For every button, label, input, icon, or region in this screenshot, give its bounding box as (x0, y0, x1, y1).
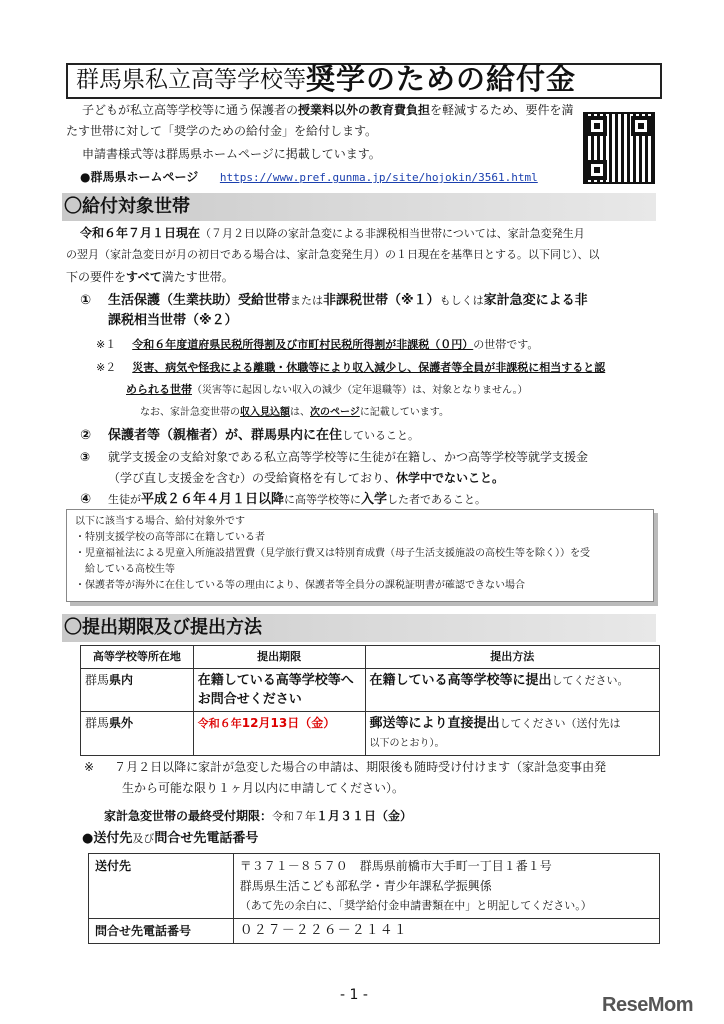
table-header-row (81, 646, 660, 669)
title-box (66, 63, 662, 99)
location-cell: 群馬県内 (81, 669, 194, 712)
deadline-cell: 令和６年12月13日（金） (193, 712, 365, 756)
homepage-link[interactable]: https://www.pref.gunma.jp/site/hojokin/3561.html (219, 171, 538, 184)
method-cell: 郵送等により直接提出してください（送付先は 以下のとおり）。 (365, 712, 659, 756)
requirement-3-cont: （学び直し支援金を含む）の受給資格を有しており、休学中でないこと。 (108, 471, 505, 485)
intro-line-2: たす世帯に対して「奨学のための給付金」を給付します。 (66, 124, 378, 138)
qr-code-icon (583, 112, 655, 184)
address-line: 群馬県生活こども部私学・青少年課私学振興係 (239, 879, 492, 893)
table-row (89, 854, 660, 919)
note-1: ※１ 令和６年度道府県民税所得割及び市町村民税所得割が非課税（０円）の世帯です。 (96, 338, 539, 351)
page-number: - 1 - (340, 987, 368, 1003)
exclusion-box (66, 509, 654, 602)
requirement-4: ④ 生徒が平成２６年４月１日以降に高等学校等に入学した者であること。 (80, 492, 487, 507)
requirements-intro: 下の要件をすべて満たす世帯。 (66, 270, 234, 284)
section-heading-submission: 〇提出期限及び提出方法 (62, 614, 656, 642)
table-row (81, 712, 660, 756)
table-header: 提出期限 (193, 646, 365, 669)
submission-table (80, 645, 660, 756)
title-prefix: 群馬県私立高等学校等 (76, 67, 306, 93)
table-header: 提出方法 (365, 646, 659, 669)
late-application-note: ※ ７月２日以降に家計が急変した場合の申請は、期限後も随時受け付けます（家計急変事由発 (84, 760, 607, 774)
final-deadline: 家計急変世帯の最終受付期限：令和７年１月３１日（金） (104, 809, 413, 823)
exclusion-line: 以下に該当する場合、給付対象外です (75, 516, 245, 527)
contact-heading: ●送付先及び問合せ先電話番号 (82, 831, 259, 846)
table-row (81, 669, 660, 712)
phone-number: ０２７－２２６－２１４１ (233, 919, 659, 944)
exclusion-line: ・児童福祉法による児童入所施設措置費（見学旅行費又は特別育成費（母子生活支援施設の高校生等を除く））を受 (75, 548, 590, 559)
homepage-line (80, 169, 538, 186)
note-2-cont: められる世帯（災害等に起因しない収入の減少（定年退職等）は、対象となりません。） (126, 383, 528, 396)
base-date-line: 令和６年７月１日現在（７月２日以降の家計急変による非課税相当世帯については、家計急変発生月 (80, 226, 585, 240)
exclusion-line: 給している高校生等 (75, 564, 175, 575)
requirement-3: ③ 就学支援金の支給対象である私立高等学校等に生徒が在籍し、かつ高等学校等就学支援金 (80, 450, 589, 464)
address-label: 送付先 (89, 854, 234, 919)
section-heading-eligibility: 〇給付対象世帯 (62, 193, 656, 221)
note-2-income: なお、家計急変世帯の収入見込額は、次のページに記載しています。 (140, 407, 450, 418)
phone-label: 問合せ先電話番号 (89, 919, 234, 944)
resemom-logo: ReseMom (602, 994, 693, 1016)
deadline-cell: 在籍している高等学校等へお問合せください (193, 669, 365, 712)
exclusion-line: ・特別支援学校の高等部に在籍している者 (75, 532, 265, 543)
address-line: （あて先の余白に、「奨学給付金申請書類在中」と明記してください。） (239, 899, 592, 912)
late-application-note-cont: 生から可能な限り１ヶ月以内に申請してください）。 (122, 781, 405, 795)
table-row (89, 919, 660, 944)
requirement-1: ① 生活保護（生業扶助）受給世帯または非課税世帯（※１）もしくは家計急変による非 (80, 293, 588, 308)
title-main: 奨学のための給付金 (306, 62, 577, 96)
address-line: 〒３７１－８５７０ 群馬県前橋市大手町一丁目１番１号 (239, 859, 552, 873)
address-cell (233, 854, 659, 919)
homepage-label: ●群馬県ホームページ (80, 170, 199, 184)
note-2: ※２ 災害、病気や怪我による離職・休職等により収入減少し、保護者等全員が非課税に相当すると認 (96, 361, 606, 374)
method-cell: 在籍している高等学校等に提出してください。 (365, 669, 659, 712)
base-date-line-2: の翌月（家計急変日が月の初日である場合は、家計急変発生月）の１日現在を基準日とする。以下同じ）、以 (66, 248, 600, 261)
location-cell: 群馬県外 (81, 712, 194, 756)
contact-table (88, 853, 660, 944)
requirement-2: ② 保護者等（親権者）が、群馬県内に在住していること。 (80, 428, 420, 443)
exclusion-line: ・保護者等が海外に在住している等の理由により、保護者等全員分の課税証明書が確認できない場合 (75, 580, 525, 591)
table-header: 高等学校等所在地 (81, 646, 194, 669)
intro-line-3: 申請書様式等は群馬県ホームページに掲載しています。 (82, 147, 381, 161)
requirement-1-cont: 課税相当世帯（※２） (108, 313, 238, 328)
intro-line-1: 子どもが私立高等学校等に通う保護者の授業料以外の教育費負担を軽減するため、要件を満 (82, 103, 574, 117)
